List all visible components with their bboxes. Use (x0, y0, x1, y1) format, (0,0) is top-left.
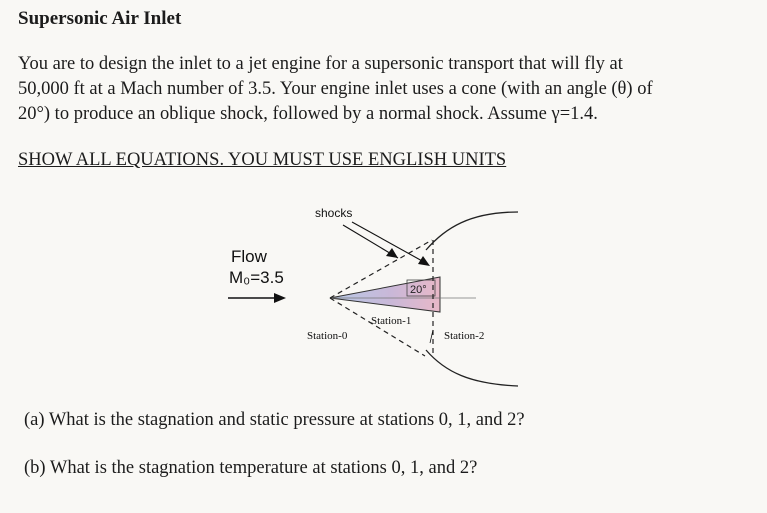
shocks-label: shocks (315, 206, 353, 220)
station-2-label: Station-2 (444, 330, 485, 342)
flow-label: Flow (231, 247, 267, 266)
shocks-pointer-1-head (386, 248, 398, 258)
station-1-label: Station-1 (371, 315, 412, 327)
question-a: (a) What is the stagnation and static pressure at stations 0, 1, and 2? (24, 410, 525, 430)
mach-label: M₀=3.5 (229, 268, 284, 287)
flow-arrow-head (274, 293, 286, 303)
cowl-lower (426, 350, 518, 386)
problem-line-2: 50,000 ft at a Mach number of 3.5. Your engine inlet uses a cone (with an angle (θ) of (18, 79, 653, 99)
problem-line-1: You are to design the inlet to a jet engine for a supersonic transport that will fly at (18, 54, 623, 74)
page-title: Supersonic Air Inlet (18, 8, 182, 29)
question-b: (b) What is the stagnation temperature at stations 0, 1, and 2? (24, 458, 478, 478)
problem-line-3: 20°) to produce an oblique shock, followed by a normal shock. Assume γ=1.4. (18, 104, 598, 124)
shocks-pointer-2-head (418, 256, 430, 266)
cowl-upper (426, 212, 518, 250)
station-0-label: Station-0 (307, 330, 348, 342)
instruction-heading: SHOW ALL EQUATIONS. YOU MUST USE ENGLISH UNITS (18, 150, 507, 170)
angle-label: 20° (410, 284, 427, 296)
